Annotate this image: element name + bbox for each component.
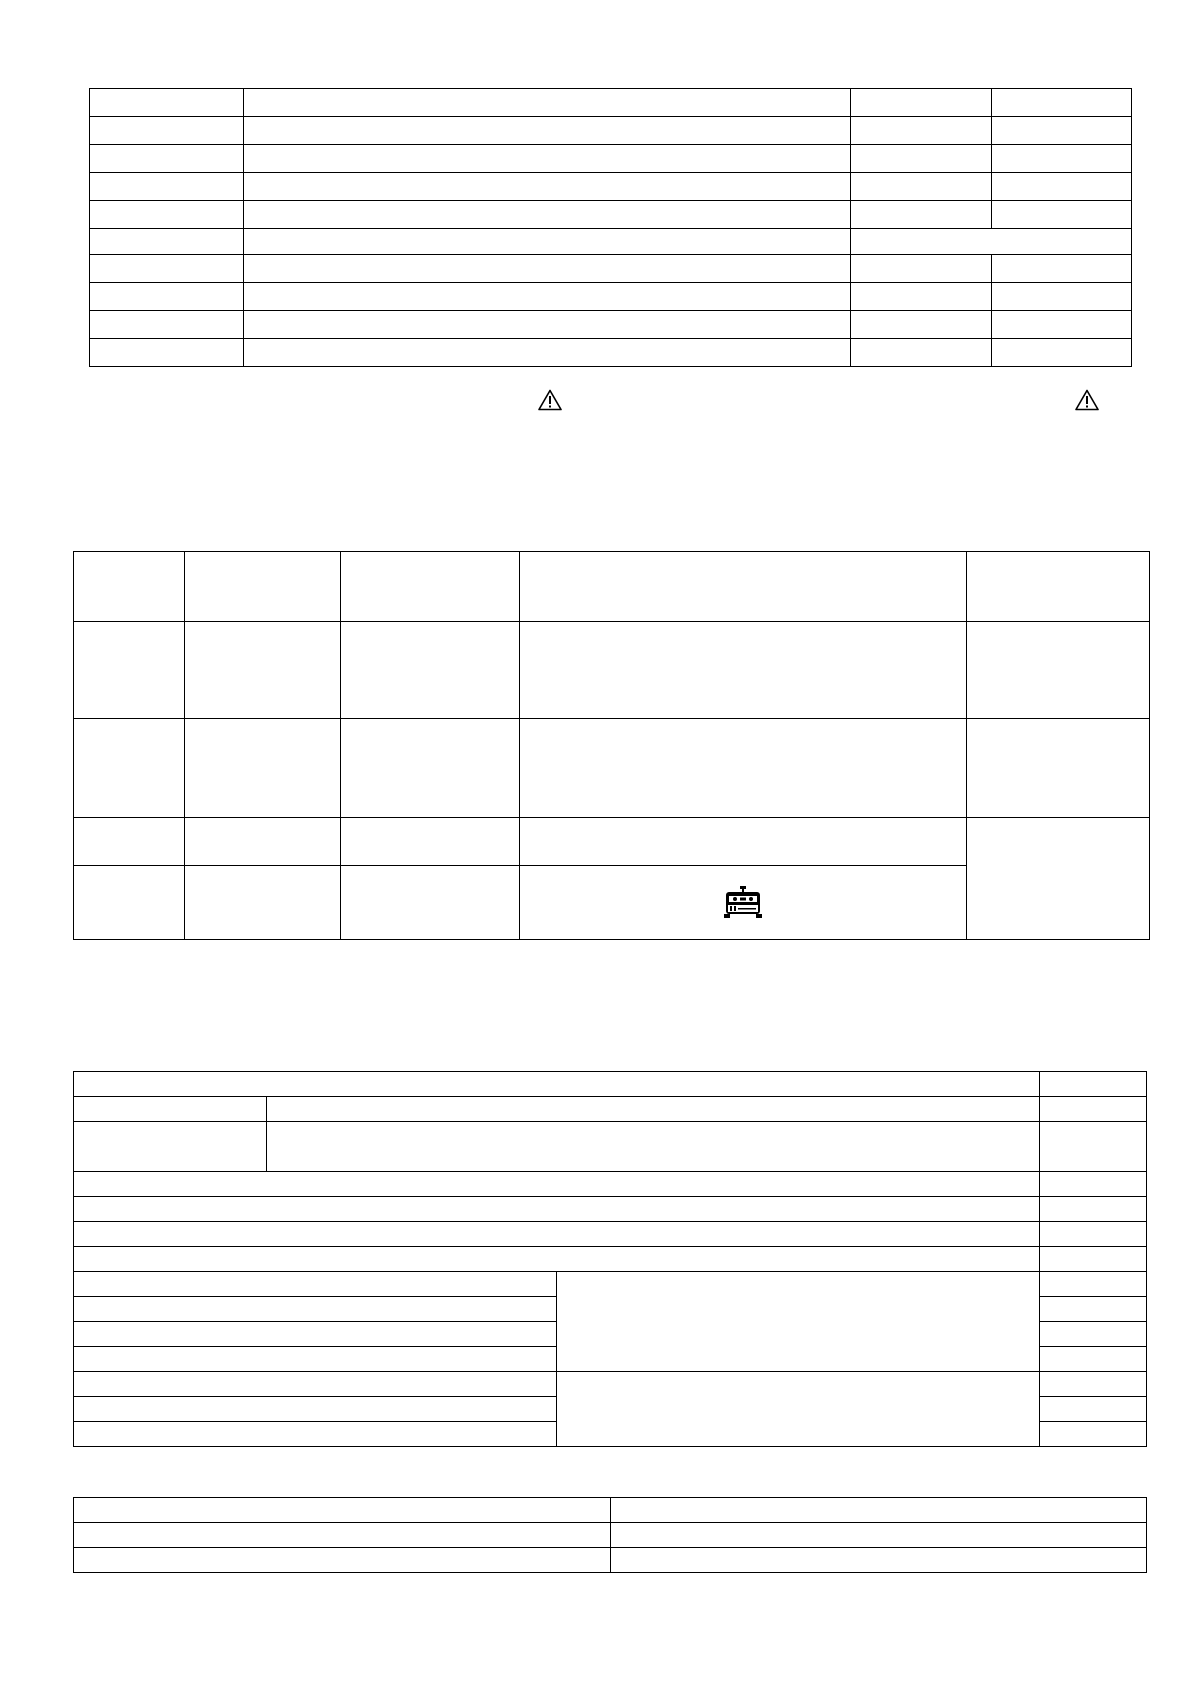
table-row xyxy=(74,1172,1147,1197)
table-row xyxy=(74,1498,1147,1523)
warning-triangle-icon xyxy=(1075,389,1099,411)
warning-triangle-icon xyxy=(538,389,562,411)
spec-table-2 xyxy=(73,551,1150,940)
table-row xyxy=(74,1222,1147,1247)
cassette-machine-icon xyxy=(724,886,762,920)
spec-table-4 xyxy=(73,1497,1147,1573)
table-row xyxy=(90,173,1132,201)
table-row xyxy=(74,818,1150,866)
table-row xyxy=(90,117,1132,145)
table-row xyxy=(74,1197,1147,1222)
table-row xyxy=(74,1097,1147,1122)
table-row xyxy=(74,1548,1147,1573)
table-row xyxy=(74,719,1150,818)
table-row xyxy=(74,1247,1147,1272)
spec-table-1 xyxy=(89,88,1132,367)
table-row xyxy=(90,145,1132,173)
table-row xyxy=(90,229,1132,255)
table-row xyxy=(74,622,1150,719)
table-row xyxy=(74,552,1150,622)
table-row xyxy=(74,1372,1147,1397)
table-row xyxy=(74,1122,1147,1172)
table-row xyxy=(74,1272,1147,1297)
spec-table-3 xyxy=(73,1071,1147,1447)
table-row xyxy=(74,1072,1147,1097)
table-row xyxy=(90,283,1132,311)
table-row xyxy=(90,89,1132,117)
table-row xyxy=(90,201,1132,229)
table-row xyxy=(74,1523,1147,1548)
table-row xyxy=(90,311,1132,339)
table-row xyxy=(90,255,1132,283)
table-row xyxy=(90,339,1132,367)
